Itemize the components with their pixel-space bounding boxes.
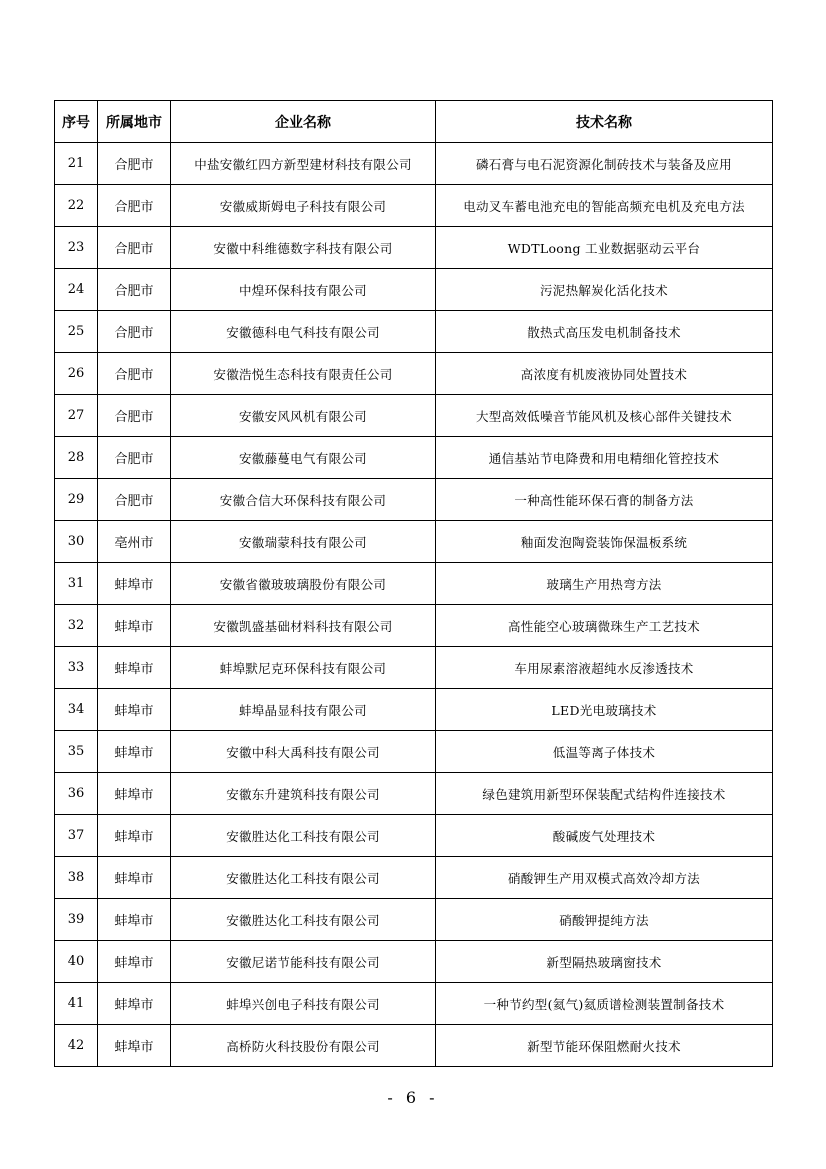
cell-index: 28 bbox=[55, 437, 98, 479]
table-row bbox=[55, 983, 773, 1025]
cell-index: 33 bbox=[55, 647, 98, 689]
cell-city: 合肥市 bbox=[98, 269, 171, 311]
table-row bbox=[55, 647, 773, 689]
table-row bbox=[55, 185, 773, 227]
cell-company: 安徽中科大禹科技有限公司 bbox=[171, 731, 436, 773]
cell-index: 32 bbox=[55, 605, 98, 647]
cell-city: 合肥市 bbox=[98, 353, 171, 395]
cell-city: 蚌埠市 bbox=[98, 899, 171, 941]
cell-index: 41 bbox=[55, 983, 98, 1025]
header-city: 所属地市 bbox=[98, 101, 171, 143]
table-row bbox=[55, 395, 773, 437]
table-row bbox=[55, 815, 773, 857]
cell-city: 合肥市 bbox=[98, 311, 171, 353]
cell-company: 安徽威斯姆电子科技有限公司 bbox=[171, 185, 436, 227]
cell-city: 蚌埠市 bbox=[98, 605, 171, 647]
cell-company: 安徽瑞蒙科技有限公司 bbox=[171, 521, 436, 563]
cell-technology: 一种高性能环保石膏的制备方法 bbox=[436, 479, 773, 521]
cell-city: 蚌埠市 bbox=[98, 689, 171, 731]
cell-company: 安徽浩悦生态科技有限责任公司 bbox=[171, 353, 436, 395]
cell-city: 合肥市 bbox=[98, 227, 171, 269]
cell-city: 蚌埠市 bbox=[98, 857, 171, 899]
cell-technology: LED光电玻璃技术 bbox=[436, 689, 773, 731]
cell-technology: 硝酸钾生产用双模式高效冷却方法 bbox=[436, 857, 773, 899]
cell-company: 高桥防火科技股份有限公司 bbox=[171, 1025, 436, 1067]
table-row bbox=[55, 605, 773, 647]
table-header-row bbox=[55, 101, 773, 143]
cell-company: 中煌环保科技有限公司 bbox=[171, 269, 436, 311]
cell-company: 蚌埠兴创电子科技有限公司 bbox=[171, 983, 436, 1025]
table-body bbox=[55, 143, 773, 1067]
cell-index: 37 bbox=[55, 815, 98, 857]
cell-city: 合肥市 bbox=[98, 395, 171, 437]
table-row bbox=[55, 521, 773, 563]
cell-company: 安徽胜达化工科技有限公司 bbox=[171, 857, 436, 899]
cell-company: 安徽尼诺节能科技有限公司 bbox=[171, 941, 436, 983]
cell-index: 39 bbox=[55, 899, 98, 941]
cell-technology: 硝酸钾提纯方法 bbox=[436, 899, 773, 941]
cell-index: 24 bbox=[55, 269, 98, 311]
cell-technology: 低温等离子体技术 bbox=[436, 731, 773, 773]
cell-technology: 污泥热解炭化活化技术 bbox=[436, 269, 773, 311]
cell-index: 29 bbox=[55, 479, 98, 521]
cell-technology: 大型高效低噪音节能风机及核心部件关键技术 bbox=[436, 395, 773, 437]
table-row bbox=[55, 899, 773, 941]
cell-index: 31 bbox=[55, 563, 98, 605]
cell-technology: WDTLoong 工业数据驱动云平台 bbox=[436, 227, 773, 269]
table-row bbox=[55, 1025, 773, 1067]
cell-company: 安徽胜达化工科技有限公司 bbox=[171, 815, 436, 857]
technology-table bbox=[54, 100, 773, 1067]
cell-company: 蚌埠默尼克环保科技有限公司 bbox=[171, 647, 436, 689]
cell-technology: 通信基站节电降费和用电精细化管控技术 bbox=[436, 437, 773, 479]
cell-index: 35 bbox=[55, 731, 98, 773]
cell-index: 27 bbox=[55, 395, 98, 437]
cell-company: 安徽藤蔓电气有限公司 bbox=[171, 437, 436, 479]
cell-company: 安徽胜达化工科技有限公司 bbox=[171, 899, 436, 941]
table-row bbox=[55, 941, 773, 983]
table-row bbox=[55, 311, 773, 353]
cell-technology: 一种节约型(氦气)氦质谱检测装置制备技术 bbox=[436, 983, 773, 1025]
cell-technology: 新型隔热玻璃窗技术 bbox=[436, 941, 773, 983]
cell-technology: 酸碱废气处理技术 bbox=[436, 815, 773, 857]
cell-index: 25 bbox=[55, 311, 98, 353]
cell-city: 蚌埠市 bbox=[98, 941, 171, 983]
table-row bbox=[55, 773, 773, 815]
table-row bbox=[55, 143, 773, 185]
cell-index: 42 bbox=[55, 1025, 98, 1067]
table-row bbox=[55, 731, 773, 773]
cell-city: 合肥市 bbox=[98, 479, 171, 521]
cell-city: 合肥市 bbox=[98, 143, 171, 185]
cell-company: 中盐安徽红四方新型建材科技有限公司 bbox=[171, 143, 436, 185]
cell-company: 蚌埠晶显科技有限公司 bbox=[171, 689, 436, 731]
cell-company: 安徽德科电气科技有限公司 bbox=[171, 311, 436, 353]
cell-company: 安徽东升建筑科技有限公司 bbox=[171, 773, 436, 815]
table-row bbox=[55, 689, 773, 731]
cell-technology: 高浓度有机废液协同处置技术 bbox=[436, 353, 773, 395]
cell-index: 23 bbox=[55, 227, 98, 269]
cell-technology: 散热式高压发电机制备技术 bbox=[436, 311, 773, 353]
cell-index: 40 bbox=[55, 941, 98, 983]
cell-index: 26 bbox=[55, 353, 98, 395]
header-index: 序号 bbox=[55, 101, 98, 143]
cell-city: 蚌埠市 bbox=[98, 563, 171, 605]
cell-technology: 高性能空心玻璃微珠生产工艺技术 bbox=[436, 605, 773, 647]
table-row bbox=[55, 479, 773, 521]
cell-city: 亳州市 bbox=[98, 521, 171, 563]
cell-city: 蚌埠市 bbox=[98, 815, 171, 857]
page-number: - 6 - bbox=[387, 1088, 439, 1107]
cell-company: 安徽中科维德数字科技有限公司 bbox=[171, 227, 436, 269]
table-row bbox=[55, 269, 773, 311]
cell-technology: 车用尿素溶液超纯水反渗透技术 bbox=[436, 647, 773, 689]
cell-technology: 绿色建筑用新型环保装配式结构件连接技术 bbox=[436, 773, 773, 815]
table-row bbox=[55, 227, 773, 269]
cell-city: 蚌埠市 bbox=[98, 1025, 171, 1067]
cell-technology: 磷石膏与电石泥资源化制砖技术与装备及应用 bbox=[436, 143, 773, 185]
cell-city: 蚌埠市 bbox=[98, 647, 171, 689]
cell-index: 34 bbox=[55, 689, 98, 731]
cell-company: 安徽省徽玻玻璃股份有限公司 bbox=[171, 563, 436, 605]
table-row bbox=[55, 563, 773, 605]
cell-city: 蚌埠市 bbox=[98, 773, 171, 815]
cell-index: 21 bbox=[55, 143, 98, 185]
cell-technology: 釉面发泡陶瓷装饰保温板系统 bbox=[436, 521, 773, 563]
cell-technology: 新型节能环保阻燃耐火技术 bbox=[436, 1025, 773, 1067]
header-technology: 技术名称 bbox=[436, 101, 773, 143]
cell-index: 30 bbox=[55, 521, 98, 563]
cell-index: 22 bbox=[55, 185, 98, 227]
cell-company: 安徽合信大环保科技有限公司 bbox=[171, 479, 436, 521]
cell-city: 蚌埠市 bbox=[98, 731, 171, 773]
cell-technology: 玻璃生产用热弯方法 bbox=[436, 563, 773, 605]
cell-index: 36 bbox=[55, 773, 98, 815]
cell-city: 合肥市 bbox=[98, 437, 171, 479]
table-row bbox=[55, 353, 773, 395]
cell-company: 安徽安风风机有限公司 bbox=[171, 395, 436, 437]
cell-city: 蚌埠市 bbox=[98, 983, 171, 1025]
cell-city: 合肥市 bbox=[98, 185, 171, 227]
cell-company: 安徽凯盛基础材料科技有限公司 bbox=[171, 605, 436, 647]
cell-index: 38 bbox=[55, 857, 98, 899]
table-row bbox=[55, 857, 773, 899]
cell-technology: 电动叉车蓄电池充电的智能高频充电机及充电方法 bbox=[436, 185, 773, 227]
table-row bbox=[55, 437, 773, 479]
header-company: 企业名称 bbox=[171, 101, 436, 143]
